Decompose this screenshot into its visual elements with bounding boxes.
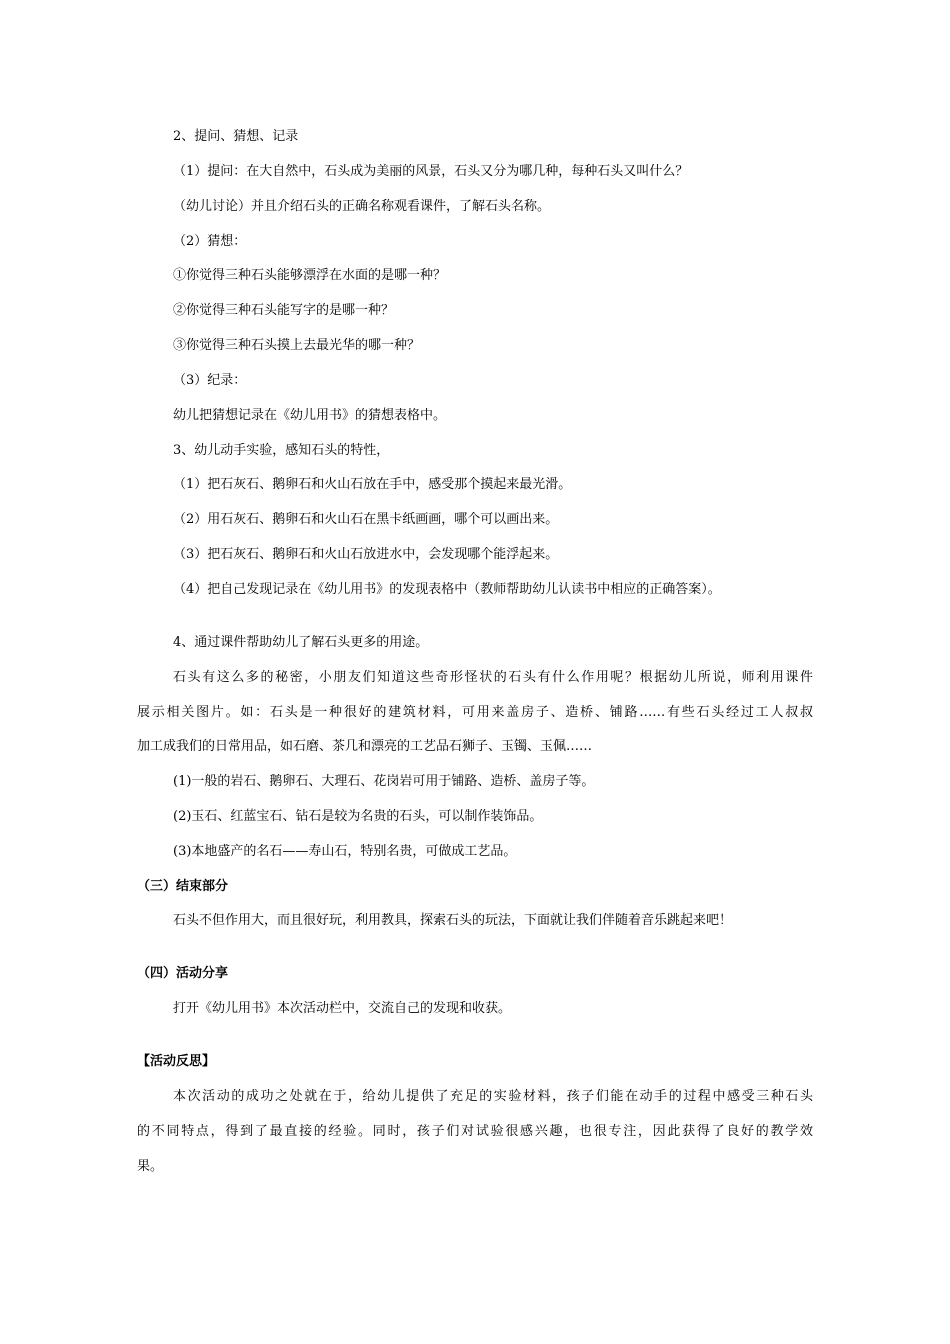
guess-item-1: ①你觉得三种石头能够漂浮在水面的是哪一种？ (173, 268, 447, 283)
experiment-item-2: （2）用石灰石、鹅卵石和火山石在黑卡纸画画，哪个可以画出来。 (173, 512, 559, 527)
question-text: （1）提问：在大自然中，石头成为美丽的风景，石头又分为哪几种，每种石头又叫什么？ (173, 164, 689, 179)
step-4-heading: 4、通过课件帮助幼儿了解石头更多的用途。 (173, 635, 429, 650)
sharing-text: 打开《幼儿用书》本次活动栏中，交流自己的发现和收获。 (173, 1001, 512, 1016)
step-3-heading: 3、幼儿动手实验，感知石头的特性， (173, 443, 390, 458)
discussion-text: （幼儿讨论）并且介绍石头的正确名称观看课件，了解石头名称。 (173, 199, 551, 214)
guess-item-3: ③你觉得三种石头摸上去最光华的哪一种？ (173, 338, 421, 353)
section-4-heading: （四）活动分享 (137, 966, 229, 981)
uses-item-1: (1)一般的岩石、鹅卵石、大理石、花岗岩可用于铺路、造桥、盖房子等。 (173, 774, 595, 789)
ending-text: 石头不但作用大，而且很好玩，利用教具，探索石头的玩法，下面就让我们伴随着音乐跳起来吧！ (173, 913, 733, 928)
experiment-item-4: （4）把自己发现记录在《幼儿用书》的发现表格中（教师帮助幼儿认读书中相应的正确答案）。 (173, 582, 721, 597)
experiment-item-1: （1）把石灰石、鹅卵石和火山石放在手中，感受那个摸起来最光滑。 (173, 477, 572, 492)
section-3-heading: （三）结束部分 (137, 879, 229, 894)
uses-item-3: (3)本地盛产的名石——寿山石，特别名贵，可做成工艺品。 (173, 844, 517, 859)
uses-paragraph-line-3: 加工成我们的日常用品，如石磨、茶几和漂亮的工艺品石狮子、玉镯、玉佩…… (137, 739, 593, 754)
reflection-heading: 【活动反思】 (137, 1054, 216, 1069)
uses-paragraph-line-1: 石头有这么多的秘密，小朋友们知道这些奇形怪状的石头有什么作用呢？根据幼儿所说，师利用课件 (173, 670, 813, 685)
guess-item-2: ②你觉得三种石头能写字的是哪一种？ (173, 303, 395, 318)
guess-heading: （2）猜想： (173, 234, 247, 249)
record-heading: （3）纪录： (173, 373, 247, 388)
reflection-line-3: 果。 (137, 1159, 164, 1174)
uses-item-2: (2)玉石、红蓝宝石、钻石是较为名贵的石头，可以制作装饰品。 (173, 809, 543, 824)
reflection-line-1: 本次活动的成功之处就在于，给幼儿提供了充足的实验材料，孩子们能在动手的过程中感受三种石头 (173, 1089, 813, 1104)
record-text: 幼儿把猜想记录在《幼儿用书》的猜想表格中。 (173, 408, 447, 423)
reflection-line-2: 的不同特点，得到了最直接的经验。同时，孩子们对试验很感兴趣，也很专注，因此获得了良好的教学效 (137, 1124, 813, 1139)
step-2-heading: 2、提问、猜想、记录 (173, 129, 299, 144)
uses-paragraph-line-2: 展示相关图片。如：石头是一种很好的建筑材料，可用来盖房子、造桥、铺路……有些石头经过工人叔叔 (137, 705, 813, 720)
experiment-item-3: （3）把石灰石、鹅卵石和火山石放进水中，会发现哪个能浮起来。 (173, 547, 559, 562)
